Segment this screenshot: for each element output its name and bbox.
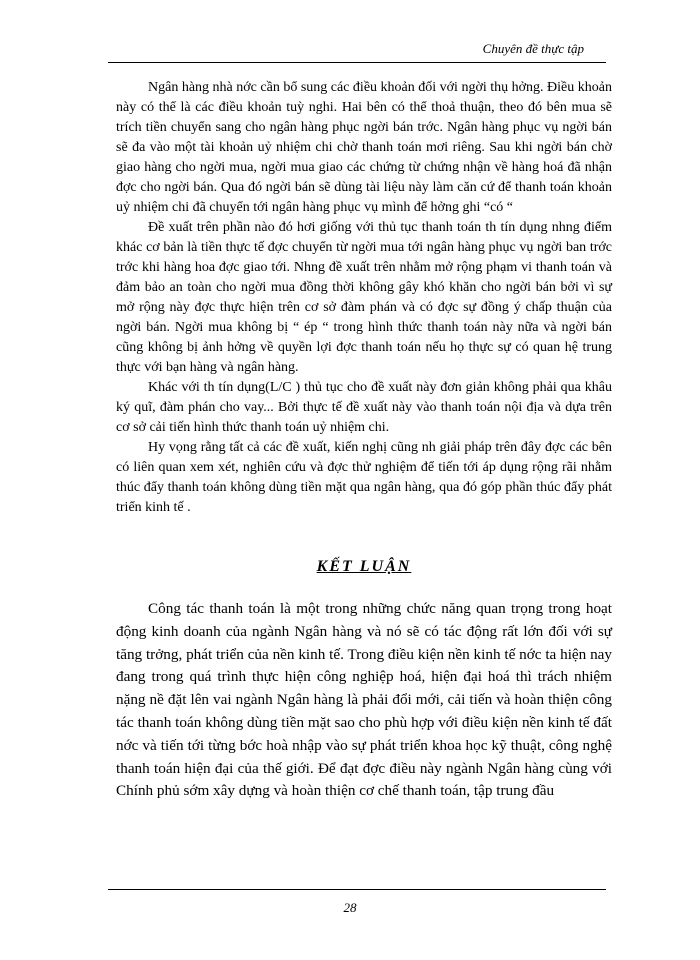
- body-paragraph: Hy vọng rằng tất cả các đề xuất, kiến nghị cũng nh giải pháp trên đây đợc các bên có liên quan xem xét, nghiên cứu và đợc thử nghiệm để tiến tới áp dụng rộng rãi nhằm thúc đẩy thanh toán không dùng tiền mặt qua ngân hàng, qua đó góp phần thúc đẩy phát triển kinh tế .: [116, 440, 612, 515]
- section-conclusion: [116, 598, 612, 803]
- header-rule: [108, 62, 606, 63]
- section-heading-conclusion: KẾT LUẬN: [316, 558, 412, 575]
- body-paragraph: Ngân hàng nhà nớc cần bổ sung các điều khoản đối với ngời thụ hởng. Điều khoản này có thể là các điều khoản tuỳ nghi. Hai bên có thể thoả thuận, theo đó bên mua sẽ trích tiền chuyển sang cho ngân hàng phục ngời bán trớc. Ngân hàng phục vụ ngời bán sẽ đa vào một tài khoản uỷ nhiệm chi chờ thanh toán mơi riêng. Sau khi ngời bán chờ giao hàng cho ngời mua, ngời mua giao các chứng từ chứng nhận về hàng hoá đã nhận đợc cho ngời bán. Qua đó ngời bán sẽ dùng tài liệu này làm căn cứ để thanh toán khoản uỷ nhiệm chi đã chuyển tới ngân hàng phục vụ mình để hởng ghi “có “: [116, 80, 612, 215]
- body-paragraph: Đề xuất trên phần nào đó hơi giống với thủ tục thanh toán th tín dụng nhng điểm khác cơ bản là tiền thực tế đợc chuyển từ ngời mua tới ngân hàng phục vụ ngời ban trớc trớc khi hàng hoa đợc giao tới. Nhng đề xuất trên nhằm mở rộng phạm vi thanh toán và đảm bảo an toàn cho ngời mua đồng thời không gây khó khăn cho ngời bán bởi vì sự mở rộng này đợc thực hiện trên cơ sở đàm phán và có đợc sự đồng ý chấp thuận của ngời bán. Ngời mua không bị “ ép “ trong hình thức thanh toán này nữa và ngời bán cũng không bị ảnh hởng về quyền lợi đợc thanh toán nếu họ thực sự có quan hệ trung thực với bạn hàng và ngân hàng.: [116, 220, 612, 375]
- body-paragraph: Khác với th tín dụng(L/C ) thủ tục cho đề xuất này đơn giản không phải qua khâu ký quĩ, đàm phán cho vay... Bởi thực tế đề xuất này vào thanh toán nội địa và dựa trên cơ sở cải tiến hình thức thanh toán uỷ nhiệm chi.: [116, 380, 612, 435]
- running-header: Chuyên đề thực tập: [482, 41, 584, 56]
- footer-rule: [108, 889, 606, 890]
- page-body: [116, 78, 612, 803]
- body-paragraph: Công tác thanh toán là một trong những chức năng quan trọng trong hoạt động kinh doanh của ngành Ngân hàng và nó sẽ có tác động rất lớn đối với sự tăng trởng, phát triển của nền kinh tế. Trong điều kiện nền kinh tế nớc ta hiện nay đang trong quá trình thực hiện công nghiệp hoá, hiện đại hoá thì trách nhiệm nặng nề đặt lên vai ngành Ngân hàng là phải đổi mới, cải tiến và hoàn thiện công tác thanh toán không dùng tiền mặt sao cho phù hợp với điều kiện nền kinh tế đất nớc và tiến tới từng bớc hoà nhập vào sự phát triển khoa học kỹ thuật, công nghệ thanh toán hiện đại của thế giới. Để đạt đợc điều này ngành Ngân hàng cùng với Chính phủ sớm xây dựng và hoàn thiện cơ chế thanh toán, tập trung đầu: [116, 600, 612, 800]
- section-proposal: [116, 78, 612, 518]
- page-number: 28: [343, 900, 357, 915]
